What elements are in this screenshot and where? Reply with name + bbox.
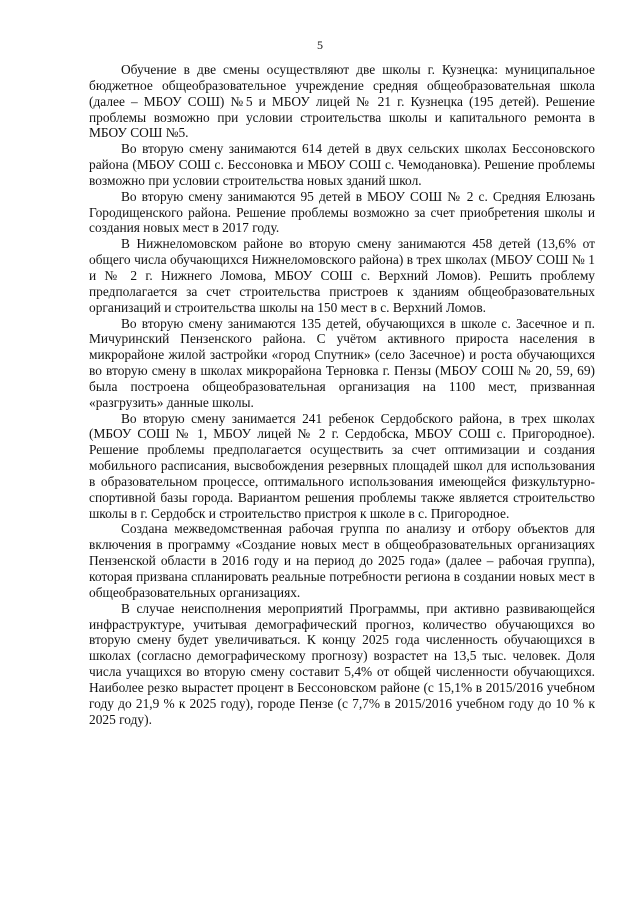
paragraph-forecast: В случае неисполнения мероприятий Программы, при активно развивающейся инфраструктуре, учитывая демографический прогноз, количество обучающихся во вторую смену будет увеличиваться. К концу 2025 года численность обучающихся в школах (согласно демографическому прогнозу) возрастет на 13,5 тыс. человек. Доля числа учащихся во вторую смену составит 5,4% от общей численности обучающихся. Наиболее резко вырастет процент в Бессоновском районе (с 15,1% в 2015/2016 учебном году до 21,9 % к 2025 году), городе Пензе (с 7,7% в 2015/2016 учебном году до 10 % к 2025 году). (89, 600, 595, 727)
paragraph-penzensky-district: Во вторую смену занимаются 135 детей, обучающихся в школе с. Засечное и п. Мичуринский Пензенского района. С учётом активного прироста населения в микрорайоне жилой застройки «город Спутник» (село Засечное) и роста обучающихся во вторую смену в школах микрорайона Терновка г. Пензы (МБОУ СОШ № 20, 59, 69) была построена общеобразовательная организация на 1100 мест, призванная «разгрузить» данные школы. (89, 315, 595, 410)
paragraph-nizhnelomovsky-district: В Нижнеломовском районе во вторую смену занимаются 458 детей (13,6% от общего числа обучающихся Нижнеломовского района) в трех школах (МБОУ СОШ № 1 и № 2 г. Нижнего Ломова, МБОУ СОШ с. Верхний Ломов). Решить проблему предполагается за счет строительства пристроев к зданиям общеобразовательных организаций и строительства школы на 150 мест в с. Верхний Ломов. (89, 236, 595, 315)
paragraph-serdobsky-district: Во вторую смену занимается 241 ребенок Сердобского района, в трех школах (МБОУ СОШ № 1, МБОУ лицей № 2 г. Сердобска, МБОУ СОШ с. Пригородное). Решение проблемы предполагается осуществить за счет оптимизации и создания мобильного расписания, высвобождения резервных площадей школ для использования в образовательном процессе, оптимального использования имеющейся физкультурно-спортивной базы города. Вариантом решения проблемы также является строительство школы в г. Сердобск и строительство пристроя к школе в с. Пригородное. (89, 410, 595, 521)
body-text (89, 62, 595, 727)
page-number: 5 (317, 38, 323, 52)
paragraph-kuznetsk-schools: Обучение в две смены осуществляют две школы г. Кузнецка: муниципальное бюджетное общеобразовательное учреждение средняя общеобразовательная школа (далее – МБОУ СОШ) №5 и МБОУ лицей № 21 г. Кузнецка (195 детей). Решение проблемы возможно при условии строительства школы и капитального ремонта в МБОУ СОШ №5. (89, 62, 595, 141)
paragraph-bessonovsky-district: Во вторую смену занимаются 614 детей в двух сельских школах Бессоновского района (МБОУ СОШ с. Бессоновка и МБОУ СОШ с. Чемодановка). Решение проблемы возможно при условии строительства новых зданий школ. (89, 141, 595, 188)
paragraph-working-group: Создана межведомственная рабочая группа по анализу и отбору объектов для включения в программу «Создание новых мест в общеобразовательных организациях Пензенской области в 2016 году и на период до 2025 года» (далее – рабочая группа), которая призвана спланировать реальные потребности региона в создании новых мест в общеобразовательных организациях. (89, 521, 595, 600)
paragraph-gorodishchensky-district: Во вторую смену занимаются 95 детей в МБОУ СОШ № 2 с. Средняя Елюзань Городищенского района. Решение проблемы возможно за счет приобретения школы и создания новых мест в 2017 году. (89, 188, 595, 236)
